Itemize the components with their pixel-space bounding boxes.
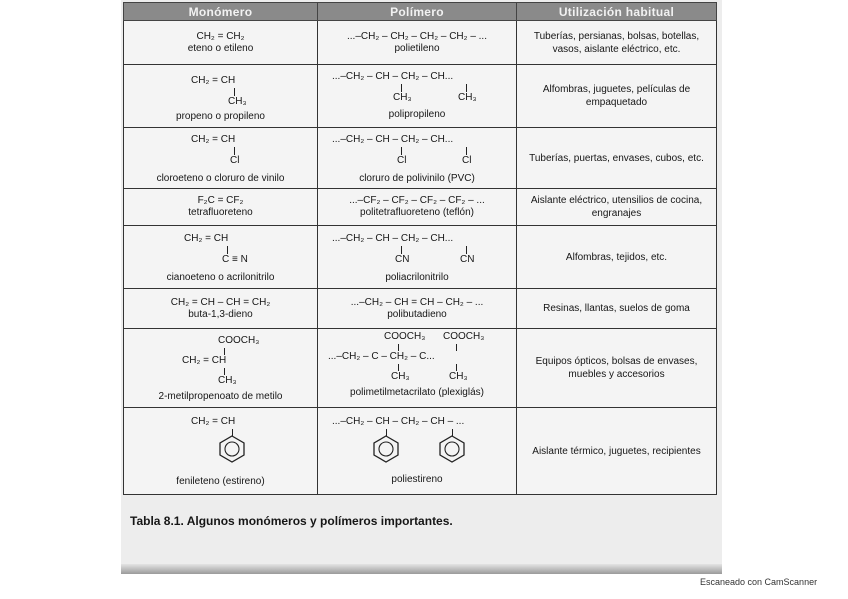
polymer-formula: ...–CH₂ – CH – CH₂ – CH – ... bbox=[332, 416, 465, 427]
polymer-formula: ...–CF₂ – CF₂ – CF₂ – CF₂ – ... bbox=[349, 195, 485, 206]
polymer-branch: Cl bbox=[397, 155, 407, 166]
monomer-polymer-table bbox=[123, 2, 717, 495]
polymer-top-group: COOCH₃ bbox=[443, 331, 485, 342]
usage-cell bbox=[517, 408, 717, 495]
polymer-branch: CH₃ bbox=[458, 92, 477, 103]
table-row bbox=[124, 408, 717, 495]
monomer-formula: CH₂ = CH bbox=[191, 75, 236, 86]
polymer-name: cloruro de polivinilo (PVC) bbox=[359, 173, 475, 184]
usage-text: Resinas, llantas, suelos de goma bbox=[543, 303, 690, 314]
table-row bbox=[124, 21, 717, 65]
monomer-name: propeno o propileno bbox=[176, 111, 265, 122]
bond-line bbox=[401, 84, 402, 92]
monomer-branch: CH₃ bbox=[228, 96, 247, 107]
monomer-cell bbox=[124, 65, 318, 128]
usage-cell bbox=[517, 329, 717, 408]
table-row bbox=[124, 226, 717, 289]
table-caption bbox=[130, 514, 453, 528]
header-usage: Utilización habitual bbox=[517, 3, 717, 21]
polymer-top-group: COOCH₃ bbox=[384, 331, 426, 342]
monomer-cell bbox=[124, 128, 318, 189]
polymer-formula: ...–CH₂ – CH – CH₂ – CH... bbox=[332, 71, 454, 82]
polymer-branch: CH₃ bbox=[391, 371, 410, 382]
polymer-formula: ...–CH₂ – CH = CH – CH₂ – ... bbox=[350, 296, 484, 308]
polymer-formula: ...–CH₂ – CH – CH₂ – CH... bbox=[332, 233, 454, 244]
polymer-formula: ...–CH₂ – C – CH₂ – C... bbox=[328, 351, 435, 362]
benzene-ring-icon bbox=[218, 435, 246, 463]
scanner-watermark: Escaneado con CamScanner bbox=[700, 577, 818, 587]
monomer-branch: CH₃ bbox=[218, 375, 237, 386]
usage-text: Equipos ópticos, bolsas de envases, muebles y accesorios bbox=[535, 356, 698, 380]
bond-line bbox=[398, 344, 399, 351]
monomer-formula: CH₂ = CH₂ bbox=[196, 30, 245, 42]
benzene-ring-icon bbox=[372, 435, 400, 463]
monomer-cell bbox=[124, 189, 318, 226]
usage-cell bbox=[517, 226, 717, 289]
scan-edge-shadow bbox=[121, 564, 722, 574]
caption-text: Algunos monómeros y polímeros importantes. bbox=[186, 514, 453, 528]
usage-text: Alfombras, tejidos, etc. bbox=[565, 251, 668, 263]
polymer-cell bbox=[318, 226, 517, 289]
bond-line bbox=[234, 147, 235, 155]
polymer-name: poliacrilonitrilo bbox=[385, 272, 449, 283]
monomer-formula: CH₂ = CH bbox=[184, 233, 229, 244]
usage-cell bbox=[517, 21, 717, 65]
monomer-formula: CH₂ = CH bbox=[191, 134, 236, 145]
bond-line bbox=[466, 246, 467, 254]
bond-line bbox=[466, 84, 467, 92]
monomer-cell bbox=[124, 289, 318, 329]
polymer-name: polipropileno bbox=[388, 109, 446, 120]
bond-line bbox=[398, 364, 399, 371]
bond-line bbox=[456, 364, 457, 371]
bond-line bbox=[224, 348, 225, 355]
monomer-formula: F₂C = CF₂ bbox=[197, 195, 244, 206]
bond-line bbox=[234, 88, 235, 96]
usage-text: Aislante eléctrico, utensilios de cocina, engranajes bbox=[530, 195, 703, 219]
benzene-ring-icon bbox=[438, 435, 466, 463]
usage-text: Aislante térmico, juguetes, recipientes bbox=[532, 445, 701, 457]
monomer-name: tetrafluoreteno bbox=[188, 207, 253, 218]
polymer-branch: CH₃ bbox=[449, 371, 468, 382]
usage-text: Tuberías, puertas, envases, cubos, etc. bbox=[529, 152, 704, 164]
table-row bbox=[124, 289, 717, 329]
bond-line bbox=[456, 344, 457, 351]
monomer-top-group: COOCH₃ bbox=[218, 335, 260, 346]
polymer-name: politetrafluoreteno (teflón) bbox=[360, 207, 474, 218]
usage-cell bbox=[517, 65, 717, 128]
bond-line bbox=[224, 368, 225, 375]
table-header-row bbox=[124, 3, 717, 21]
monomer-formula: CH₂ = CH bbox=[191, 416, 236, 427]
polymer-branch: Cl bbox=[462, 155, 472, 166]
bond-line bbox=[401, 246, 402, 254]
monomer-cell bbox=[124, 329, 318, 408]
bond-line bbox=[466, 147, 467, 155]
header-polymer: Polímero bbox=[318, 3, 517, 21]
polymer-cell bbox=[318, 289, 517, 329]
polymer-name: polibutadieno bbox=[387, 308, 447, 320]
usage-cell bbox=[517, 189, 717, 226]
monomer-formula: CH₂ = CH bbox=[182, 355, 227, 366]
polymer-name: polimetilmetacrilato (plexiglás) bbox=[350, 387, 484, 398]
usage-cell bbox=[517, 128, 717, 189]
polymer-branch: CH₃ bbox=[393, 92, 412, 103]
polymer-cell bbox=[318, 65, 517, 128]
table-row bbox=[124, 329, 717, 408]
header-monomer: Monómero bbox=[124, 3, 318, 21]
polymer-cell bbox=[318, 21, 517, 65]
usage-text: Alfombras, juguetes, películas de empaquetado bbox=[542, 84, 691, 108]
monomer-branch: C ≡ N bbox=[222, 254, 248, 265]
bond-line bbox=[401, 147, 402, 155]
usage-cell bbox=[517, 289, 717, 329]
monomer-name: buta-1,3-dieno bbox=[188, 308, 253, 320]
monomer-name: fenileteno (estireno) bbox=[176, 476, 265, 487]
table-row bbox=[124, 189, 717, 226]
polymer-formula: ...–CH₂ – CH – CH₂ – CH... bbox=[332, 134, 454, 145]
table-row bbox=[124, 65, 717, 128]
usage-text: Tuberías, persianas, bolsas, botellas, vasos, aislante eléctrico, etc. bbox=[533, 30, 700, 55]
monomer-name: cloroeteno o cloruro de vinilo bbox=[156, 173, 285, 184]
polymer-branch: CN bbox=[460, 254, 475, 265]
monomer-cell bbox=[124, 408, 318, 495]
polymer-cell bbox=[318, 329, 517, 408]
polymer-formula: ...–CH₂ – CH₂ – CH₂ – CH₂ – ... bbox=[346, 30, 487, 42]
polymer-name: polietileno bbox=[394, 42, 440, 54]
polymer-cell bbox=[318, 189, 517, 226]
monomer-name: 2-metilpropenoato de metilo bbox=[158, 391, 283, 402]
polymer-name: poliestireno bbox=[391, 474, 443, 485]
polymer-cell bbox=[318, 128, 517, 189]
monomer-branch: Cl bbox=[230, 155, 240, 166]
polymer-cell bbox=[318, 408, 517, 495]
monomer-name: eteno o etileno bbox=[187, 42, 254, 54]
monomer-cell bbox=[124, 226, 318, 289]
bond-line bbox=[227, 246, 228, 254]
monomer-name: cianoeteno o acrilonitrilo bbox=[166, 272, 275, 283]
table-row bbox=[124, 128, 717, 189]
polymer-branch: CN bbox=[395, 254, 410, 265]
monomer-formula: CH₂ = CH – CH = CH₂ bbox=[170, 296, 271, 308]
caption-label: Tabla 8.1. bbox=[130, 514, 184, 528]
monomer-cell bbox=[124, 21, 318, 65]
